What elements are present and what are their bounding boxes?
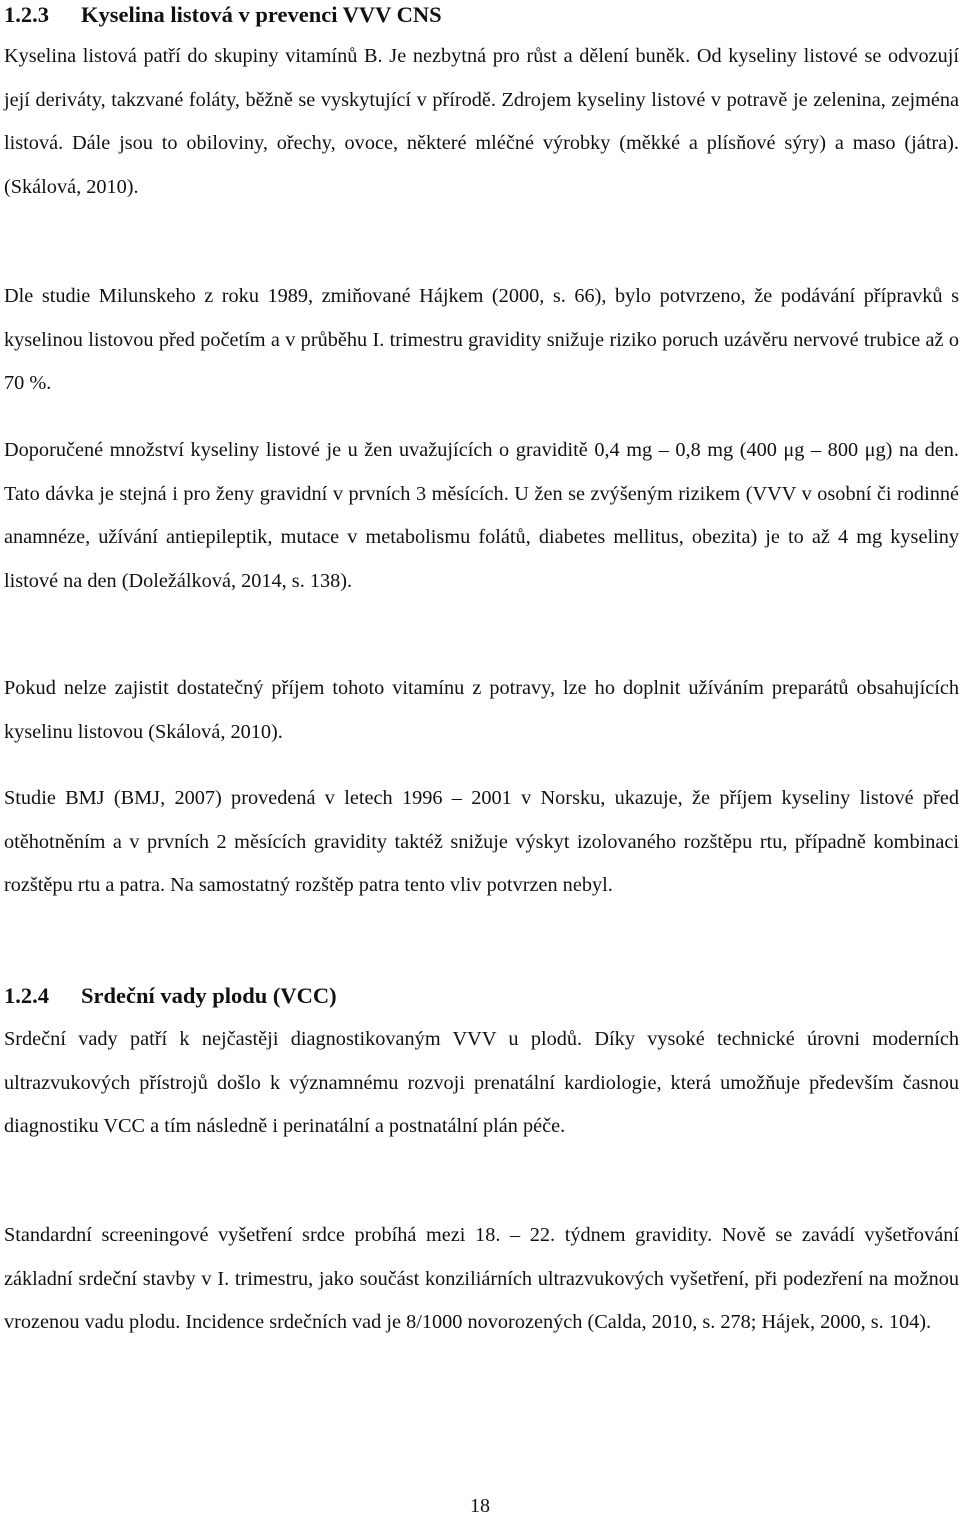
paragraph: Studie BMJ (BMJ, 2007) provedená v letech 1996 – 2001 v Norsku, ukazuje, že příjem kyseliny listové před otěhotněním a v prvních 2 měsících gravidity taktéž snižuje výskyt izolovaného rozštěpu rtu, případně kombinaci rozštěpu rtu a patra. Na samostatný rozštěp patra tento vliv potvrzen nebyl. <box>4 787 959 897</box>
paragraph: Kyselina listová patří do skupiny vitamínů B. Je nezbytná pro růst a dělení buněk. Od kyseliny listové se odvozují její deriváty, takzvané foláty, běžně se vyskytující v přírodě. Zdrojem kyseliny listové v potravě je zelenina, zejména listová. Dále jsou to obiloviny, ořechy, ovoce, některé mléčné výrobky (měkké a plísňové sýry) a maso (játra). (Skálová, 2010). <box>4 45 959 198</box>
section-number: 1.2.3 <box>4 2 49 27</box>
paragraph: Srdeční vady patří k nejčastěji diagnostikovaným VVV u plodů. Díky vysoké technické úrovni moderních ultrazvukových přístrojů došlo k významnému rozvoji prenatální kardiologie, která umožňuje především časnou diagnostiku VCC a tím následně i perinatální a postnatální plán péče. <box>4 1028 959 1138</box>
section-heading-folic-acid <box>4 1 442 29</box>
paragraph: Pokud nelze zajistit dostatečný příjem tohoto vitamínu z potravy, lze ho doplnit užíváním preparátů obsahujících kyselinu listovou (Skálová, 2010). <box>4 677 959 743</box>
section-heading-heart-defects <box>4 982 337 1010</box>
section-title: Kyselina listová v prevenci VVV CNS <box>81 2 442 27</box>
paragraph: Standardní screeningové vyšetření srdce probíhá mezi 18. – 22. týdnem gravidity. Nově se zavádí vyšetřování základní srdeční stavby v I. trimestru, jako součást konziliárních ultrazvukových vyšetření, při podezření na možnou vrozenou vadu plodu. Incidence srdečních vad je 8/1000 novorozených (Calda, 2010, s. 278; Hájek, 2000, s. 104). <box>4 1224 959 1334</box>
paragraph: Doporučené množství kyseliny listové je u žen uvažujících o graviditě 0,4 mg – 0,8 mg (400 μg – 800 μg) na den. Tato dávka je stejná i pro ženy gravidní v prvních 3 měsících. U žen se zvýšeným rizikem (VVV v osobní či rodinné anamnéze, užívání antiepileptik, mutace v metabolismu folátů, diabetes mellitus, obezita) je to až 4 mg kyseliny listové na den (Doležálková, 2014, s. 138). <box>4 439 959 592</box>
page-number: 18 <box>470 1495 490 1517</box>
section-number: 1.2.4 <box>4 983 49 1008</box>
paragraph: Dle studie Milunskeho z roku 1989, zmiňované Hájkem (2000, s. 66), bylo potvrzeno, že podávání přípravků s kyselinou listovou před početím a v průběhu I. trimestru gravidity snižuje riziko poruch uzávěru nervové trubice až o 70 %. <box>4 285 959 395</box>
section-title: Srdeční vady plodu (VCC) <box>81 983 337 1008</box>
